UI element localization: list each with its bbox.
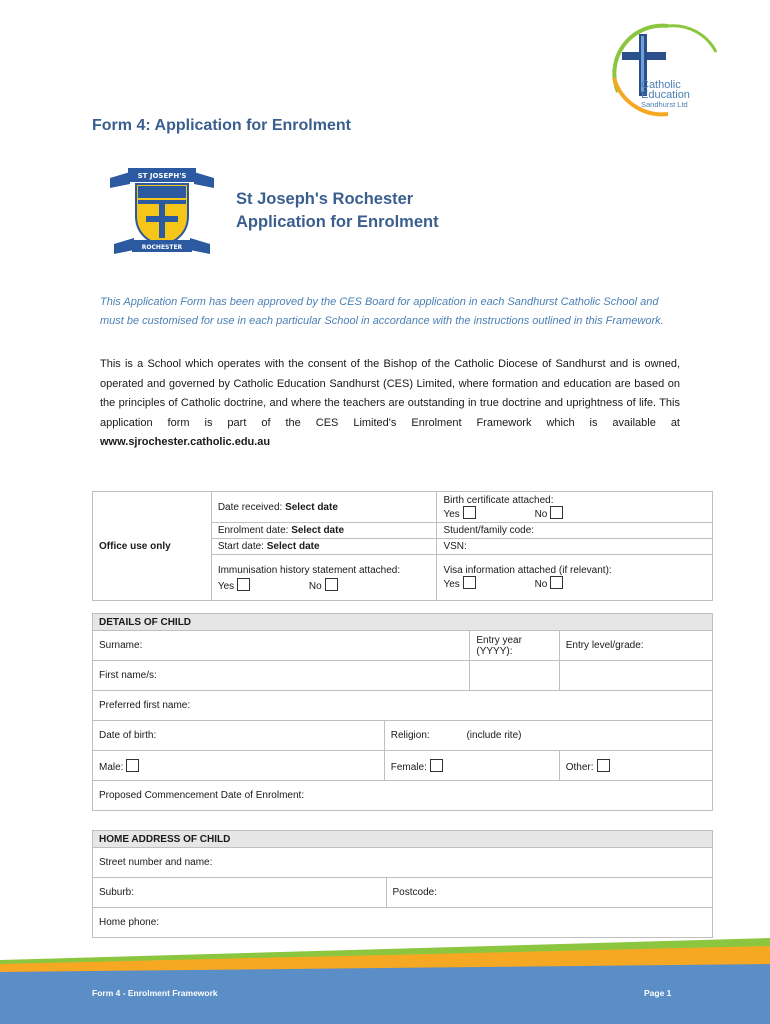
female-cell xyxy=(384,751,559,781)
dob-field[interactable]: Date of birth: xyxy=(93,721,385,751)
first-names-field[interactable]: First name/s: xyxy=(93,661,470,691)
enrolment-date-cell xyxy=(211,523,437,539)
footer-label: Form 4 - Enrolment Framework xyxy=(92,988,218,998)
intro-text: This is a School which operates with the consent of the Bishop of the Catholic Diocese of Sandhurst and is owned, operated and governed by Catholic Education Sandhurst (CES) Limited, where formation and education are based on the principles of Catholic doctrine, and where the teachers are outstanding in true doctrine and uprightness of life. This application form is part of the CES Limited's Enrolment Framework which is available at xyxy=(100,358,680,429)
birth-cert-no-checkbox[interactable] xyxy=(550,506,563,519)
male-label: Male: xyxy=(99,761,124,773)
female-checkbox[interactable] xyxy=(430,759,443,772)
religion-label: Religion: xyxy=(390,730,430,741)
intro-paragraph xyxy=(100,355,680,453)
home-phone-field[interactable]: Home phone: xyxy=(93,908,713,938)
school-subtitle: Application for Enrolment xyxy=(236,213,439,231)
birth-cert-yes-checkbox[interactable] xyxy=(463,506,476,519)
date-received-label: Date received: xyxy=(217,501,283,513)
entry-level-field[interactable]: Entry level/grade: xyxy=(559,631,712,661)
first-names-extra-cell[interactable] xyxy=(470,661,559,691)
first-names-extra-cell-2[interactable] xyxy=(559,661,712,691)
approval-note: This Application Form has been approved by the CES Board for application in each Sandhurst Catholic School and must be customised for use in each particular School in accordance with the instructions outlined in this Framework. xyxy=(100,296,664,327)
immunisation-no-label: No xyxy=(308,581,322,592)
child-details-table xyxy=(92,613,713,811)
home-address-header: HOME ADDRESS OF CHILD xyxy=(93,831,713,848)
school-website-link[interactable]: www.sjrochester.catholic.edu.au xyxy=(100,436,271,449)
start-date-select[interactable]: Select date xyxy=(266,541,320,552)
female-label: Female: xyxy=(390,761,427,773)
child-details-header: DETAILS OF CHILD xyxy=(93,614,713,631)
enrolment-date-select[interactable]: Select date xyxy=(291,525,345,536)
birth-cert-cell xyxy=(437,492,713,523)
immunisation-label: Immunisation history statement attached: xyxy=(217,565,401,576)
school-name: St Joseph's Rochester xyxy=(236,190,414,208)
immunisation-no-checkbox[interactable] xyxy=(325,578,338,591)
include-rite-note: (include rite) xyxy=(466,730,522,741)
office-use-label: Office use only xyxy=(93,492,212,601)
logo-line-1: Catholic xyxy=(641,79,681,91)
male-checkbox[interactable] xyxy=(126,759,139,772)
religion-field[interactable] xyxy=(384,721,712,751)
suburb-field[interactable]: Suburb: xyxy=(93,878,387,908)
logo-line-3: Sandhurst Ltd xyxy=(641,100,688,109)
visa-no-label: No xyxy=(534,579,548,590)
commencement-date-field[interactable]: Proposed Commencement Date of Enrolment: xyxy=(93,781,713,811)
birth-cert-label: Birth certificate attached: xyxy=(443,494,554,506)
footer-band xyxy=(0,938,770,1024)
enrolment-date-label: Enrolment date: xyxy=(217,525,289,536)
immunisation-yes-checkbox[interactable] xyxy=(237,578,250,591)
birth-cert-yes-label: Yes xyxy=(443,508,460,520)
visa-yes-checkbox[interactable] xyxy=(463,576,476,589)
other-cell xyxy=(559,751,712,781)
start-date-label: Start date: xyxy=(217,541,264,552)
visa-no-checkbox[interactable] xyxy=(550,576,563,589)
page-number: Page 1 xyxy=(644,988,672,998)
other-label: Other: xyxy=(565,761,594,773)
date-received-select[interactable]: Select date xyxy=(285,501,338,513)
school-crest xyxy=(108,164,216,258)
date-received-cell xyxy=(211,492,437,523)
entry-year-field[interactable]: Entry year (YYYY): xyxy=(470,631,559,661)
birth-cert-no-label: No xyxy=(534,508,548,520)
vsn-field[interactable]: VSN: xyxy=(437,539,713,555)
logo-line-2: Education xyxy=(641,89,690,101)
start-date-cell xyxy=(211,539,437,555)
crest-top-text: ST JOSEPH'S xyxy=(137,172,187,180)
crest-bottom-text: ROCHESTER xyxy=(141,244,183,251)
male-cell xyxy=(93,751,385,781)
home-address-table xyxy=(92,830,713,938)
visa-label: Visa information attached (if relevant): xyxy=(443,565,612,576)
street-field[interactable]: Street number and name: xyxy=(93,848,713,878)
other-checkbox[interactable] xyxy=(597,759,610,772)
school-heading xyxy=(236,188,439,234)
surname-field[interactable]: Surname: xyxy=(93,631,470,661)
visa-yes-label: Yes xyxy=(443,579,460,590)
preferred-name-field[interactable]: Preferred first name: xyxy=(93,691,713,721)
student-code-field[interactable]: Student/family code: xyxy=(437,523,713,539)
form-title: Form 4: Application for Enrolment xyxy=(92,117,351,134)
logo-text xyxy=(641,80,690,110)
immunisation-cell xyxy=(211,555,437,601)
immunisation-yes-label: Yes xyxy=(217,581,235,592)
postcode-field[interactable]: Postcode: xyxy=(386,878,712,908)
office-use-table xyxy=(92,491,713,601)
visa-cell xyxy=(437,555,713,601)
